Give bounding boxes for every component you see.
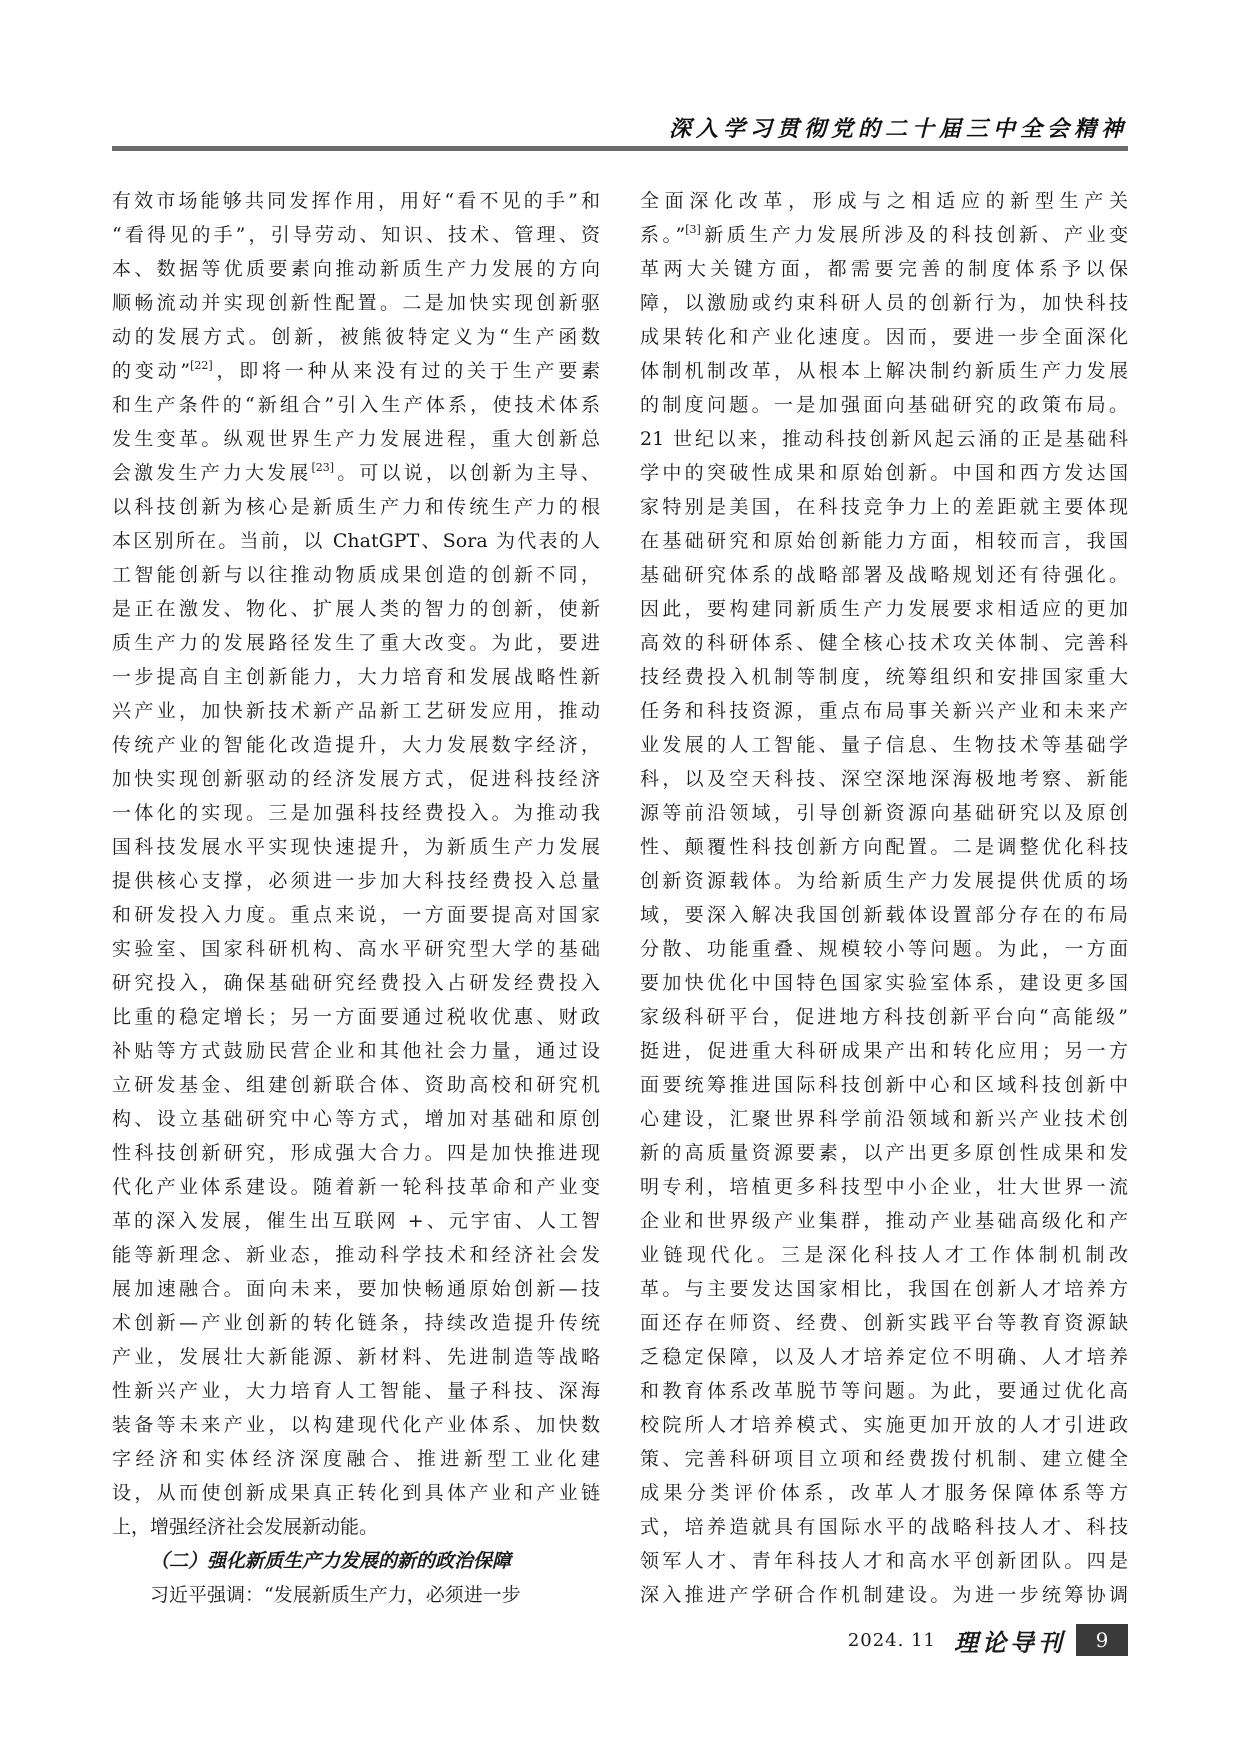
text-line: 加快实现创新驱动的经济发展方式，促进科技经济: [112, 768, 600, 790]
text-line: 顺畅流动并实现创新性配置。二是加快实现创新驱: [112, 292, 600, 314]
text-line: 革。与主要发达国家相比，我国在创新人才培养方: [640, 1278, 1128, 1300]
text-line: 实验室、国家科研机构、高水平研究型大学的基础: [112, 938, 600, 960]
right-column: [640, 184, 1128, 1612]
text-line: 科，以及空天科技、深空深地深海极地考察、新能: [640, 768, 1128, 790]
text-line: 革的深入发展，催生出互联网 +、元宇宙、人工智: [112, 1210, 600, 1232]
citation-marker: [23]: [311, 461, 335, 474]
text-line: 分散、功能重叠、规模较小等问题。为此，一方面: [640, 938, 1128, 960]
text-line: 域，要深入解决我国创新载体设置部分存在的布局: [640, 904, 1128, 926]
text-line: 体制机制改革，从根本上解决制约新质生产力发展: [640, 360, 1128, 382]
text-line: 补贴等方式鼓励民营企业和其他社会力量，通过设: [112, 1040, 600, 1062]
text-line: 国科技发展水平实现快速提升，为新质生产力发展: [112, 836, 600, 858]
text-line: 的制度问题。一是加强面向基础研究的政策布局。: [640, 394, 1128, 416]
text-line: 成果转化和产业化速度。因而，要进一步全面深化: [640, 326, 1128, 348]
text-line: 性科技创新研究，形成强大合力。四是加快推进现: [112, 1142, 600, 1164]
text-line: 工智能创新与以往推动物质成果创造的创新不同，: [112, 564, 600, 586]
text-line: 和研发投入力度。重点来说，一方面要提高对国家: [112, 904, 600, 926]
text-line: 本区别所在。当前，以 ChatGPT、Sora 为代表的人: [112, 530, 600, 552]
text-segment: ，即将一种从来没有过的关于生产要素: [212, 360, 600, 382]
text-line: 因此，要构建同新质生产力发展要求相适应的更加: [640, 598, 1128, 620]
text-line: 要加快优化中国特色国家实验室体系，建设更多国: [640, 972, 1128, 994]
text-line: 能等新理念、新业态，推动科学技术和经济社会发: [112, 1244, 600, 1266]
text-line: [112, 354, 600, 388]
header-rule: [112, 146, 1128, 151]
text-line: 业链现代化。三是深化科技人才工作体制机制改: [640, 1244, 1128, 1266]
text-line: 校院所人才培养模式、实施更加开放的人才引进政: [640, 1414, 1128, 1436]
text-line: 研究投入，确保基础研究经费投入占研发经费投入: [112, 972, 600, 994]
text-line: 术创新—产业创新的转化链条，持续改造提升传统: [112, 1312, 600, 1334]
text-line: 上，增强经济社会发展新动能。: [112, 1516, 379, 1538]
text-line: 基础研究体系的战略部署及战略规划还有待强化。: [640, 564, 1128, 586]
citation-marker: [3]: [685, 223, 701, 236]
text-line: 式，培养造就具有国际水平的战略科技人才、科技: [640, 1516, 1128, 1538]
text-line: 性、颠覆性科技创新方向配置。二是调整优化科技: [640, 836, 1128, 858]
issue-date: 2024. 11: [847, 1629, 936, 1651]
text-line: 高效的科研体系、健全核心技术攻关体制、完善科: [640, 632, 1128, 654]
text-line: 创新资源载体。为给新质生产力发展提供优质的场: [640, 870, 1128, 892]
text-line: 全面深化改革，形成与之相适应的新型生产关: [640, 190, 1128, 212]
text-line: 和生产条件的“新组合”引入生产体系，使技术体系: [112, 394, 600, 416]
text-line: 本、数据等优质要素向推动新质生产力发展的方向: [112, 258, 600, 280]
text-line: 企业和世界级产业集群，推动产业基础高级化和产: [640, 1210, 1128, 1232]
text-line: 在基础研究和原始创新能力方面，相较而言，我国: [640, 530, 1128, 552]
text-segment: 新质生产力发展所涉及的科技创新、产业变: [700, 224, 1128, 246]
text-line: 障，以激励或约束科研人员的创新行为，加快科技: [640, 292, 1128, 314]
text-line: 家特别是美国，在科技竞争力上的差距就主要体现: [640, 496, 1128, 518]
page-number: 9: [1076, 1624, 1128, 1656]
text-line: 有效市场能够共同发挥作用，用好“看不见的手”和: [112, 190, 600, 212]
text-line: 技经费投入机制等制度，统筹组织和安排国家重大: [640, 666, 1128, 688]
text-line: 家级科研平台，促进地方科技创新平台向“高能级”: [640, 1006, 1128, 1028]
text-line: 展加速融合。面向未来，要加快畅通原始创新—技: [112, 1278, 600, 1300]
text-line: 深入推进产学研合作机制建设。为进一步统筹协调: [640, 1584, 1128, 1606]
text-line: 字经济和实体经济深度融合、推进新型工业化建: [112, 1448, 600, 1470]
text-line: 设，从而使创新成果真正转化到具体产业和产业链: [112, 1482, 600, 1504]
text-line: 一步提高自主创新能力，大力培育和发展战略性新: [112, 666, 600, 688]
left-column: [112, 184, 600, 1612]
text-line: 装备等未来产业，以构建现代化产业体系、加快数: [112, 1414, 600, 1436]
text-line: 革两大关键方面，都需要完善的制度体系予以保: [640, 258, 1128, 280]
text-line: 立研发基金、组建创新联合体、资助高校和研究机: [112, 1074, 600, 1096]
text-line: 面还存在师资、经费、创新实践平台等教育资源缺: [640, 1312, 1128, 1334]
text-segment: 的变动”: [112, 360, 191, 382]
text-segment: 系。”: [640, 224, 686, 246]
text-line: 是正在激发、物化、扩展人类的智力的创新，使新: [112, 598, 600, 620]
text-line: 构、设立基础研究中心等方式，增加对基础和原创: [112, 1108, 600, 1130]
text-line: 产业，发展壮大新能源、新材料、先进制造等战略: [112, 1346, 600, 1368]
text-line: 比重的稳定增长；另一方面要通过税收优惠、财政: [112, 1006, 600, 1028]
text-segment: 。可以说，以创新为主导、: [334, 462, 600, 484]
text-line: 新的高质量资源要素，以产出更多原创性成果和发: [640, 1142, 1128, 1164]
text-line: （二）强化新质生产力发展的新的政治保障: [150, 1550, 512, 1572]
text-line: 和教育体系改革脱节等问题。为此，要通过优化高: [640, 1380, 1128, 1402]
text-line: 习近平强调：“发展新质生产力，必须进一步: [150, 1584, 521, 1606]
text-line: 明专利，培植更多科技型中小企业，壮大世界一流: [640, 1176, 1128, 1198]
text-line: 一体化的实现。三是加强科技经费投入。为推动我: [112, 802, 600, 824]
journal-name: 理论导刊: [954, 1627, 1066, 1657]
text-line: 兴产业，加快新技术新产品新工艺研发应用，推动: [112, 700, 600, 722]
text-line: 质生产力的发展路径发生了重大改变。为此，要进: [112, 632, 600, 654]
footer: [848, 1624, 1128, 1656]
text-segment: 会激发生产力大发展: [112, 462, 312, 484]
text-line: 发生变革。纵观世界生产力发展进程，重大创新总: [112, 428, 600, 450]
text-line: 代化产业体系建设。随着新一轮科技革命和产业变: [112, 1176, 600, 1198]
text-line: 动的发展方式。创新，被熊彼特定义为“生产函数: [112, 326, 600, 348]
text-line: 性新兴产业，大力培育人工智能、量子科技、深海: [112, 1380, 600, 1402]
text-line: 源等前沿领域，引导创新资源向基础研究以及原创: [640, 802, 1128, 824]
text-line: [112, 456, 600, 490]
text-line: [640, 218, 1128, 252]
citation-marker: [22]: [190, 359, 213, 372]
text-line: 乏稳定保障，以及人才培养定位不明确、人才培养: [640, 1346, 1128, 1368]
text-line: 任务和科技资源，重点布局事关新兴产业和未来产: [640, 700, 1128, 722]
running-head: 深入学习贯彻党的二十届三中全会精神: [668, 116, 1128, 142]
text-line: 领军人才、青年科技人才和高水平创新团队。四是: [640, 1550, 1128, 1572]
text-line: 心建设，汇聚世界科学前沿领域和新兴产业技术创: [640, 1108, 1128, 1130]
text-line: 传统产业的智能化改造提升，大力发展数字经济，: [112, 734, 600, 756]
text-line: 业发展的人工智能、量子信息、生物技术等基础学: [640, 734, 1128, 756]
text-line: 学中的突破性成果和原始创新。中国和西方发达国: [640, 462, 1128, 484]
text-line: 挺进，促进重大科研成果产出和转化应用；另一方: [640, 1040, 1128, 1062]
text-line: 提供核心支撑，必须进一步加大科技经费投入总量: [112, 870, 600, 892]
text-line: 以科技创新为核心是新质生产力和传统生产力的根: [112, 496, 600, 518]
text-line: “看得见的手”，引导劳动、知识、技术、管理、资: [112, 224, 600, 246]
text-line: 面要统筹推进国际科技创新中心和区域科技创新中: [640, 1074, 1128, 1096]
text-line: 策、完善科研项目立项和经费拨付机制、建立健全: [640, 1448, 1128, 1470]
text-line: 21 世纪以来，推动科技创新风起云涌的正是基础科: [640, 428, 1128, 450]
text-line: 成果分类评价体系，改革人才服务保障体系等方: [640, 1482, 1128, 1504]
